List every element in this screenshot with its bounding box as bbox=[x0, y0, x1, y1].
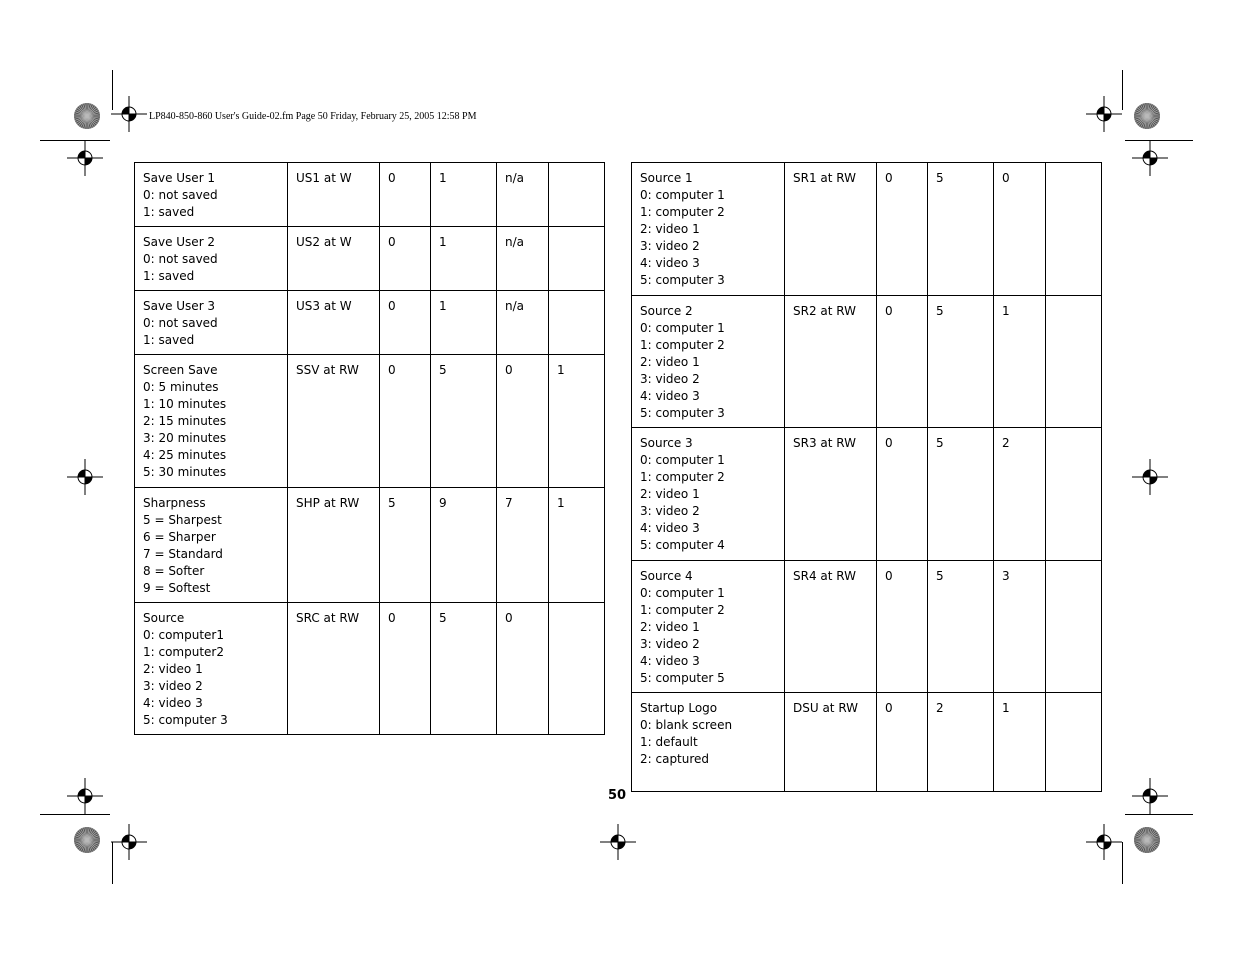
cell-description: Source 1 0: computer 1 1: computer 2 2: video 1 3: video 2 4: video 3 5: computer 3 bbox=[632, 163, 785, 296]
cell-step bbox=[549, 163, 605, 227]
cell-command: US3 at W bbox=[288, 291, 380, 355]
cell-max: 9 bbox=[431, 488, 497, 603]
cell-min: 0 bbox=[380, 291, 431, 355]
registration-mark-icon bbox=[65, 457, 105, 497]
cell-step bbox=[549, 227, 605, 291]
cell-max: 2 bbox=[928, 693, 994, 792]
cell-description: Save User 1 0: not saved 1: saved bbox=[135, 163, 288, 227]
cell-min: 0 bbox=[380, 355, 431, 488]
cell-min: 0 bbox=[877, 561, 928, 693]
cell-max: 1 bbox=[431, 163, 497, 227]
registration-mark-icon bbox=[109, 94, 149, 134]
cell-command: SRC at RW bbox=[288, 603, 380, 735]
cell-min: 0 bbox=[877, 296, 928, 428]
cell-step bbox=[1046, 693, 1102, 792]
table-row bbox=[632, 163, 1102, 296]
cell-max: 1 bbox=[431, 227, 497, 291]
cell-description: Source 3 0: computer 1 1: computer 2 2: video 1 3: video 2 4: video 3 5: computer 4 bbox=[632, 428, 785, 561]
registration-mark-icon bbox=[1084, 94, 1124, 134]
cell-command: SR3 at RW bbox=[785, 428, 877, 561]
star-target-icon bbox=[72, 101, 102, 131]
cell-description: Source 4 0: computer 1 1: computer 2 2: video 1 3: video 2 4: video 3 5: computer 5 bbox=[632, 561, 785, 693]
cell-command: SSV at RW bbox=[288, 355, 380, 488]
table-row bbox=[135, 291, 605, 355]
table-row bbox=[632, 693, 1102, 792]
cell-min: 0 bbox=[380, 163, 431, 227]
cell-step: 1 bbox=[549, 355, 605, 488]
registration-mark-icon bbox=[598, 822, 638, 862]
cell-step: 1 bbox=[549, 488, 605, 603]
table-row bbox=[135, 603, 605, 735]
cell-min: 0 bbox=[877, 163, 928, 296]
cell-max: 5 bbox=[928, 163, 994, 296]
cell-default: 0 bbox=[994, 163, 1046, 296]
cell-description: Source 0: computer1 1: computer2 2: video 1 3: video 2 4: video 3 5: computer 3 bbox=[135, 603, 288, 735]
cell-min: 5 bbox=[380, 488, 431, 603]
registration-mark-icon bbox=[1130, 457, 1170, 497]
registration-mark-icon bbox=[1084, 822, 1124, 862]
cell-command: DSU at RW bbox=[785, 693, 877, 792]
cell-min: 0 bbox=[877, 693, 928, 792]
cell-min: 0 bbox=[380, 227, 431, 291]
cell-description: Sharpness 5 = Sharpest 6 = Sharper 7 = Standard 8 = Softer 9 = Softest bbox=[135, 488, 288, 603]
cell-max: 5 bbox=[431, 603, 497, 735]
cell-default: 1 bbox=[994, 693, 1046, 792]
cell-description: Save User 3 0: not saved 1: saved bbox=[135, 291, 288, 355]
cell-default: 7 bbox=[497, 488, 549, 603]
cell-max: 5 bbox=[928, 428, 994, 561]
cell-default: n/a bbox=[497, 291, 549, 355]
cell-max: 1 bbox=[431, 291, 497, 355]
cell-command: SHP at RW bbox=[288, 488, 380, 603]
cell-min: 0 bbox=[380, 603, 431, 735]
print-slug: LP840-850-860 User's Guide-02.fm Page 50 Friday, February 25, 2005 12:58 PM bbox=[149, 111, 477, 122]
table-row bbox=[135, 488, 605, 603]
page-number: 50 bbox=[608, 788, 627, 803]
cell-command: US1 at W bbox=[288, 163, 380, 227]
table-row bbox=[135, 355, 605, 488]
cell-default: n/a bbox=[497, 163, 549, 227]
cell-default: 0 bbox=[497, 603, 549, 735]
star-target-icon bbox=[1132, 825, 1162, 855]
cell-max: 5 bbox=[928, 561, 994, 693]
cell-command: SR4 at RW bbox=[785, 561, 877, 693]
cell-command: US2 at W bbox=[288, 227, 380, 291]
left-command-table bbox=[134, 162, 605, 735]
right-command-table bbox=[631, 162, 1102, 792]
table-row bbox=[632, 561, 1102, 693]
star-target-icon bbox=[72, 825, 102, 855]
cell-default: 0 bbox=[497, 355, 549, 488]
registration-mark-icon bbox=[1130, 138, 1170, 178]
cell-command: SR2 at RW bbox=[785, 296, 877, 428]
registration-mark-icon bbox=[1130, 776, 1170, 816]
cell-description: Source 2 0: computer 1 1: computer 2 2: video 1 3: video 2 4: video 3 5: computer 3 bbox=[632, 296, 785, 428]
table-row bbox=[632, 296, 1102, 428]
cell-step bbox=[549, 603, 605, 735]
table-row bbox=[135, 227, 605, 291]
cell-description: Startup Logo 0: blank screen 1: default 2: captured bbox=[632, 693, 785, 792]
cell-default: 3 bbox=[994, 561, 1046, 693]
cell-step bbox=[1046, 561, 1102, 693]
cell-min: 0 bbox=[877, 428, 928, 561]
star-target-icon bbox=[1132, 101, 1162, 131]
cell-description: Screen Save 0: 5 minutes 1: 10 minutes 2: 15 minutes 3: 20 minutes 4: 25 minutes 5: 30 minutes bbox=[135, 355, 288, 488]
cell-command: SR1 at RW bbox=[785, 163, 877, 296]
cell-max: 5 bbox=[928, 296, 994, 428]
table-row bbox=[135, 163, 605, 227]
table-row bbox=[632, 428, 1102, 561]
cell-description: Save User 2 0: not saved 1: saved bbox=[135, 227, 288, 291]
cell-default: 2 bbox=[994, 428, 1046, 561]
cell-step bbox=[1046, 163, 1102, 296]
registration-mark-icon bbox=[65, 138, 105, 178]
cell-step bbox=[1046, 296, 1102, 428]
cell-default: n/a bbox=[497, 227, 549, 291]
registration-mark-icon bbox=[65, 776, 105, 816]
registration-mark-icon bbox=[109, 822, 149, 862]
cell-step bbox=[1046, 428, 1102, 561]
cell-default: 1 bbox=[994, 296, 1046, 428]
cell-max: 5 bbox=[431, 355, 497, 488]
cell-step bbox=[549, 291, 605, 355]
